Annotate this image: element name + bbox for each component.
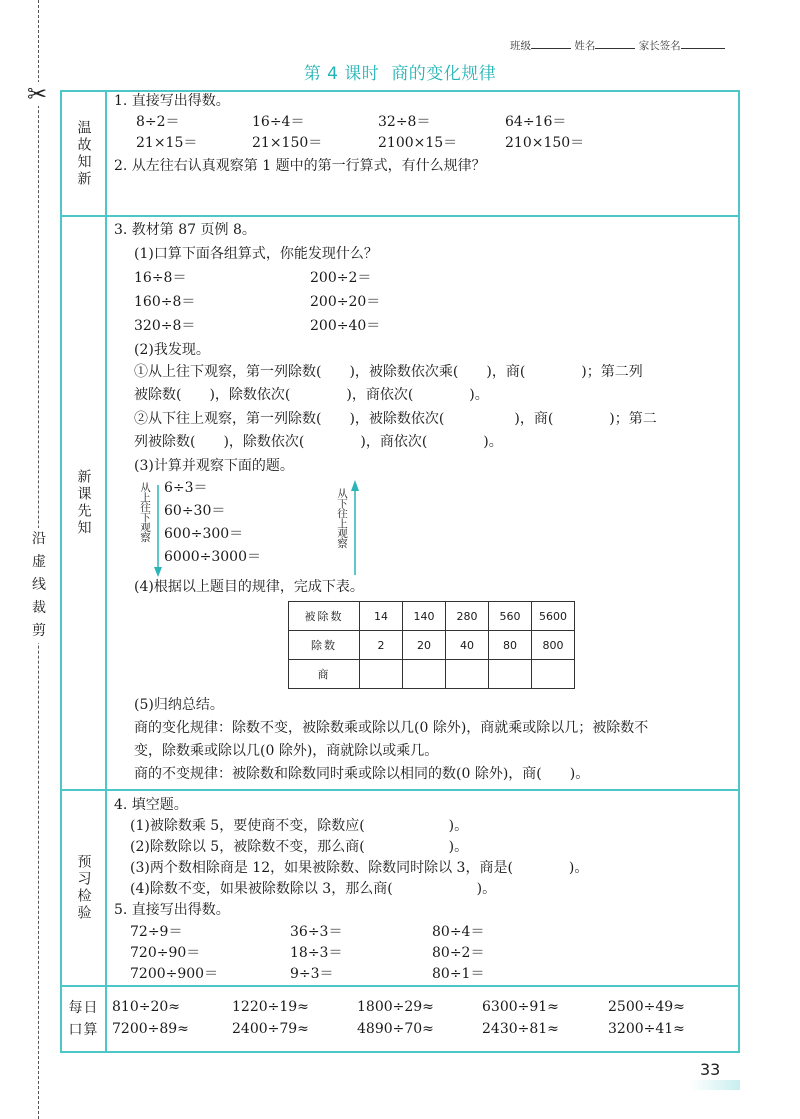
part-3: (3)计算并观察下面的题。 — [134, 458, 294, 474]
column-divider — [105, 92, 107, 1051]
class-blank[interactable] — [531, 39, 571, 49]
calc-expr: 600÷300＝ — [164, 526, 244, 542]
part-2: (2)我发现。 — [134, 342, 210, 358]
review-expr: 16÷4＝ — [252, 114, 305, 130]
fill-in-item: (2)除数除以 5，被除数不变，那么商( )。 — [130, 839, 469, 855]
question-5: 5. 直接写出得数。 — [114, 902, 230, 918]
estimate-expr: 4890÷70≈ — [357, 1021, 434, 1037]
table-row — [289, 631, 575, 660]
page-title — [0, 59, 800, 84]
parent-signature-label: 家长签名 — [638, 40, 681, 52]
table-cell: 800 — [532, 631, 575, 660]
estimate-expr: 2430÷81≈ — [482, 1021, 559, 1037]
table-cell: 560 — [489, 602, 532, 631]
table-row — [289, 602, 575, 631]
estimate-expr: 810÷20≈ — [112, 999, 180, 1015]
observation-1b: 被除数( )，除数依次( )，商依次( )。 — [134, 387, 489, 403]
table-cell: 14 — [360, 602, 403, 631]
part-1: (1)口算下面各组算式，你能发现什么？ — [134, 246, 378, 262]
review-expr: 64÷16＝ — [505, 114, 567, 130]
observation-2b: 列被除数( )，除数依次( )，商依次( )。 — [134, 434, 503, 450]
class-label: 班级 — [510, 40, 531, 52]
cut-instruction: 沿虚线裁剪 — [30, 528, 48, 643]
lesson-topic: 商的变化规律 — [391, 64, 497, 84]
calc-expr: 200÷2＝ — [310, 270, 372, 286]
lesson-number: 第 4 课时 — [303, 64, 380, 84]
table-cell: 40 — [446, 631, 489, 660]
part-5: (5)归纳总结。 — [134, 697, 224, 713]
observation-1a: ①从上往下观察，第一列除数( )，被除数依次乘( )，商( )；第二列 — [134, 364, 643, 380]
estimate-expr: 2400÷79≈ — [232, 1021, 309, 1037]
summary-line: 商的变化规律：除数不变，被除数乘或除以几(0 除外)，商就乘或除以几；被除数不 — [134, 720, 649, 736]
observation-2a: ②从下往上观察，第一列除数( )，被除数依次( )，商( )；第二 — [134, 411, 657, 427]
question-3: 3. 教材第 87 页例 8。 — [114, 222, 256, 238]
table-cell: 140 — [403, 602, 446, 631]
fill-in-item: (3)两个数相除商是 12，如果被除数、除数同时除以 3，商是( )。 — [130, 860, 589, 876]
estimate-expr: 6300÷91≈ — [482, 999, 559, 1015]
calc-expr: 80÷4＝ — [432, 924, 485, 940]
parent-signature-blank[interactable] — [681, 39, 725, 49]
calc-expr: 160÷8＝ — [134, 294, 196, 310]
page-number-bar — [690, 1080, 740, 1090]
table-cell: 2 — [360, 631, 403, 660]
name-blank[interactable] — [595, 39, 635, 49]
quotient-table — [288, 601, 575, 689]
calc-expr: 18÷3＝ — [290, 945, 343, 961]
calc-expr: 16÷8＝ — [134, 270, 187, 286]
calc-expr: 6÷3＝ — [164, 480, 208, 496]
calc-expr: 7200÷900＝ — [130, 966, 219, 982]
answer-cell[interactable] — [446, 660, 489, 689]
section-divider — [62, 985, 738, 987]
section-label-review: 温故知新 — [75, 119, 92, 188]
review-expr: 210×150＝ — [505, 135, 585, 151]
review-expr: 32÷8＝ — [378, 114, 431, 130]
table-cell: 80 — [489, 631, 532, 660]
estimate-expr: 3200÷41≈ — [608, 1021, 685, 1037]
down-arrow-label: 从上往下观察 — [139, 482, 151, 542]
estimate-expr: 1220÷19≈ — [232, 999, 309, 1015]
question-1: 1. 直接写出得数。 — [114, 93, 230, 109]
table-cell: 5600 — [532, 602, 575, 631]
summary-line: 变，除数乘或除以几(0 除外)，商就除以或乘几。 — [134, 743, 439, 759]
review-expr: 21×150＝ — [252, 135, 323, 151]
section-label-daily: 每日口算 — [68, 1000, 99, 1038]
question-2: 2. 从左往右认真观察第 1 题中的第一行算式，有什么规律？ — [114, 158, 486, 174]
section-label-new: 新课先知 — [75, 469, 92, 537]
arrow-up-icon — [350, 480, 360, 575]
answer-cell[interactable] — [360, 660, 403, 689]
table-header: 被除数 — [289, 602, 360, 631]
estimate-expr: 7200÷89≈ — [112, 1021, 189, 1037]
calc-expr: 720÷90＝ — [130, 945, 201, 961]
signature-line — [510, 38, 725, 53]
answer-cell[interactable] — [403, 660, 446, 689]
estimate-expr: 1800÷29≈ — [357, 999, 434, 1015]
calc-expr: 200÷20＝ — [310, 294, 381, 310]
review-expr: 2100×15＝ — [378, 135, 458, 151]
part-4: (4)根据以上题目的规律，完成下表。 — [134, 579, 364, 595]
calc-expr: 9÷3＝ — [290, 966, 334, 982]
up-arrow-label: 从下往上观察 — [336, 488, 348, 548]
answer-cell[interactable] — [532, 660, 575, 689]
summary-line: 商的不变规律：被除数和除数同时乘或除以相同的数(0 除外)，商( )。 — [134, 766, 590, 782]
calc-expr: 80÷2＝ — [432, 945, 485, 961]
scissors-icon: ✂ — [27, 80, 48, 108]
calc-expr: 72÷9＝ — [130, 924, 183, 940]
fill-in-item: (1)被除数乘 5，要使商不变，除数应( )。 — [130, 818, 469, 834]
section-divider — [62, 789, 738, 791]
table-cell: 20 — [403, 631, 446, 660]
table-header: 商 — [289, 660, 360, 689]
calc-expr: 80÷1＝ — [432, 966, 485, 982]
section-divider — [62, 215, 738, 217]
table-row — [289, 660, 575, 689]
section-label-preview: 预习检验 — [75, 854, 92, 922]
page-number: 33 — [700, 1060, 721, 1079]
arrow-down-icon — [153, 485, 163, 577]
calc-expr: 6000÷3000＝ — [164, 549, 261, 565]
name-label: 姓名 — [574, 40, 596, 52]
review-expr: 21×15＝ — [136, 135, 198, 151]
table-header: 除数 — [289, 631, 360, 660]
calc-expr: 320÷8＝ — [134, 318, 196, 334]
fill-in-item: (4)除数不变，如果被除数除以 3，那么商( )。 — [130, 881, 497, 897]
estimate-expr: 2500÷49≈ — [608, 999, 685, 1015]
review-expr: 8÷2＝ — [136, 114, 180, 130]
calc-expr: 36÷3＝ — [290, 924, 343, 940]
table-cell: 280 — [446, 602, 489, 631]
answer-cell[interactable] — [489, 660, 532, 689]
question-4: 4. 填空题。 — [114, 797, 188, 813]
calc-expr: 200÷40＝ — [310, 318, 381, 334]
calc-expr: 60÷30＝ — [164, 503, 226, 519]
